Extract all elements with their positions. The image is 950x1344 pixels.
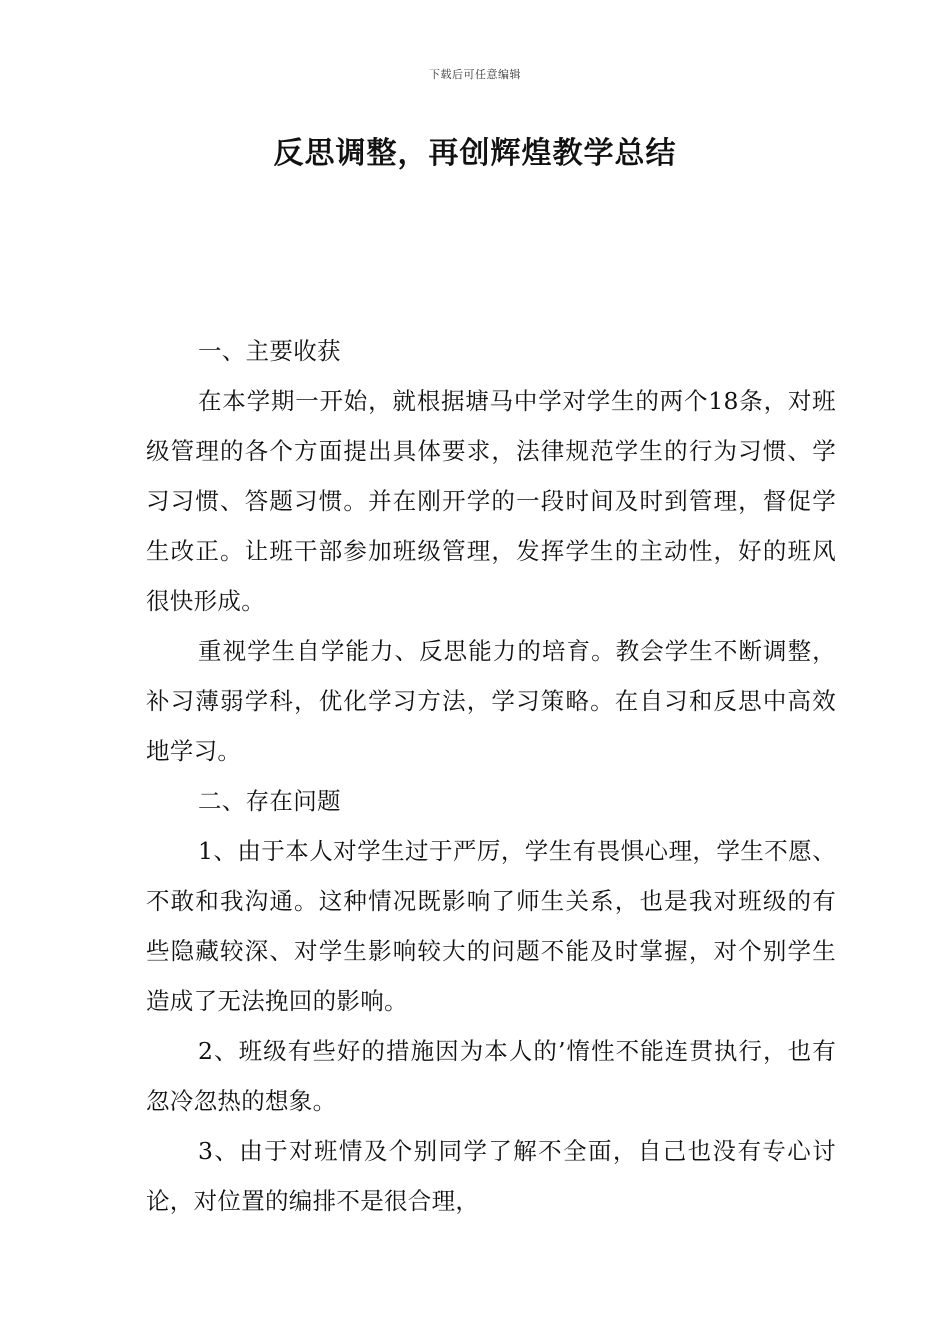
paragraph: 重视学生自学能力、反思能力的培育。教会学生不断调整，补习薄弱学科，优化学习方法，学习策略。在自习和反思中高效地学习。 xyxy=(146,637,836,765)
section-heading-gains: 一、主要收获 xyxy=(198,337,341,365)
paragraph: 3、由于对班情及个别同学了解不全面，自己也没有专心讨论，对位置的编排不是很合理， xyxy=(146,1137,836,1215)
paragraph: 在本学期一开始，就根据塘马中学对学生的两个18条，对班级管理的各个方面提出具体要求，法律规范学生的行为习惯、学习习惯、答题习惯。并在刚开学的一段时间及时到管理，督促学生改正。让班干部参加班级管理，发挥学生的主动性，好的班风很快形成。 xyxy=(146,387,836,615)
section-heading-problems: 二、存在问题 xyxy=(198,787,341,815)
paragraph: 2、班级有些好的措施因为本人的’惰性不能连贯执行，也有忽冷忽热的想象。 xyxy=(146,1037,836,1115)
page-header-note: 下载后可任意编辑 xyxy=(429,68,521,81)
document-title: 反思调整，再创辉煌教学总结 xyxy=(273,136,677,171)
paragraph: 1、由于本人对学生过于严厉，学生有畏惧心理，学生不愿、不敢和我沟通。这种情况既影响了师生关系，也是我对班级的有些隐藏较深、对学生影响较大的问题不能及时掌握，对个别学生造成了无法挽回的影响。 xyxy=(146,837,836,1015)
document-body xyxy=(146,326,836,1226)
